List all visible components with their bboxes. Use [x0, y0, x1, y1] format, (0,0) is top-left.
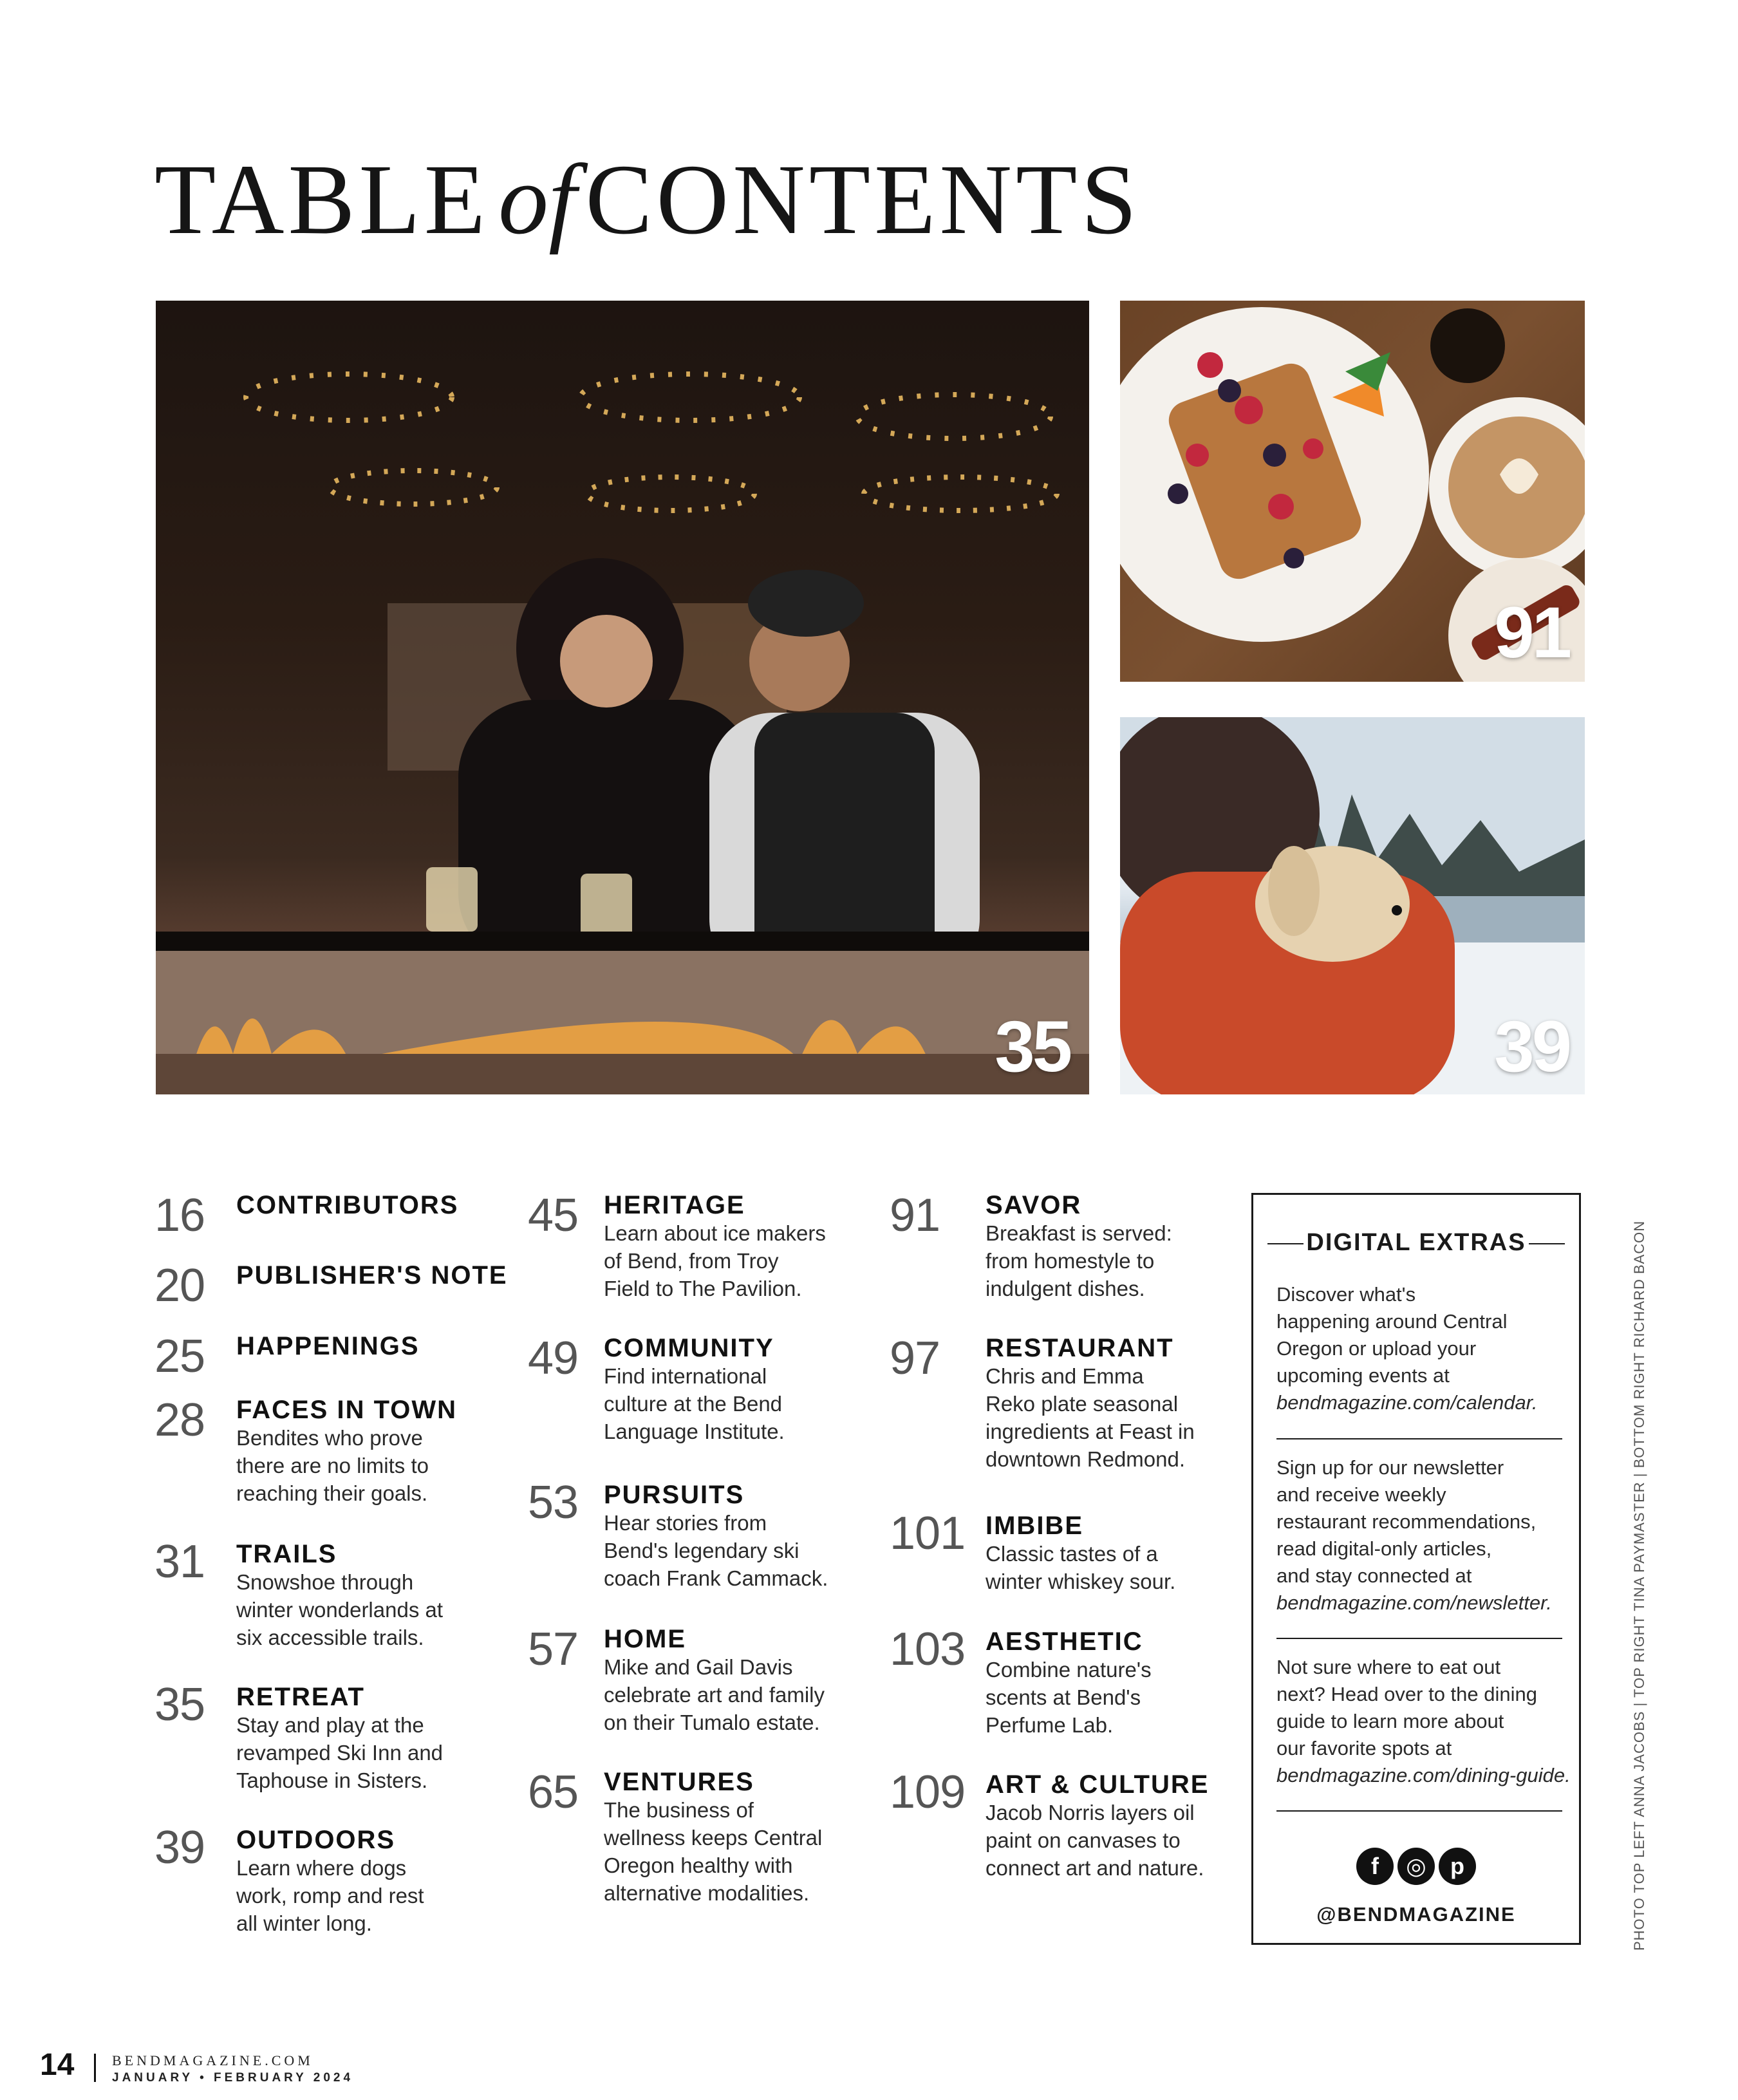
toc-heading: CONTRIBUTORS	[236, 1191, 459, 1219]
toc-page-number: 65	[528, 1767, 579, 1818]
newsletter-link[interactable]: bendmagazine.com/newsletter.	[1276, 1591, 1552, 1614]
footer-issue: JANUARY • FEBRUARY 2024	[112, 2071, 354, 2085]
paragraph-line: happening around Central	[1276, 1310, 1508, 1333]
toc-description-line: ingredients at Feast in	[986, 1420, 1195, 1443]
toc-description-line: Combine nature's	[986, 1658, 1152, 1682]
paragraph-line: Sign up for our newsletter	[1276, 1456, 1504, 1479]
toc-description-line: Taphouse in Sisters.	[236, 1768, 428, 1792]
title-rule-right	[1529, 1243, 1565, 1244]
toc-description-line: Learn about ice makers	[604, 1221, 826, 1245]
toc-description-line: wellness keeps Central	[604, 1826, 823, 1850]
toc-description-line: Bendites who prove	[236, 1426, 423, 1450]
toc-description-line: Bend's legendary ski	[604, 1539, 799, 1562]
toc-description	[986, 1656, 1152, 1739]
footer-site: BENDMAGAZINE.COM	[112, 2052, 313, 2068]
toc-description-line: celebrate art and family	[604, 1683, 825, 1707]
toc-page-number: 20	[154, 1260, 205, 1311]
title-table: TABLE	[154, 144, 490, 255]
paragraph-line: guide to learn more about	[1276, 1710, 1504, 1732]
paragraph-line: Not sure where to eat out	[1276, 1656, 1501, 1678]
toc-heading: OUTDOORS	[236, 1826, 396, 1854]
toc-heading: AESTHETIC	[986, 1627, 1143, 1656]
newsletter-paragraph	[1276, 1454, 1552, 1617]
toc-description-line: Hear stories from	[604, 1511, 767, 1535]
toc-description	[986, 1799, 1204, 1882]
toc-page-number: 57	[528, 1624, 579, 1675]
toc-description	[604, 1509, 828, 1592]
toc-description-line: reaching their goals.	[236, 1481, 428, 1505]
toc-description-line: Reko plate seasonal	[986, 1392, 1179, 1416]
toc-description-line: Stay and play at the	[236, 1713, 424, 1737]
toc-page-number: 101	[890, 1508, 966, 1559]
toc-description-line: indulgent dishes.	[986, 1277, 1145, 1300]
toc-page-number: 53	[528, 1477, 579, 1528]
toc-description-line: Oregon healthy with	[604, 1853, 793, 1877]
pinterest-icon[interactable]: p	[1439, 1848, 1476, 1885]
toc-heading: HERITAGE	[604, 1191, 745, 1219]
digital-extras-title-text: DIGITAL EXTRAS	[1306, 1229, 1526, 1256]
digital-extras-title	[1253, 1230, 1579, 1255]
toc-description-line: culture at the Bend	[604, 1392, 783, 1416]
toc-heading: SAVOR	[986, 1191, 1082, 1219]
toc-page-number: 103	[890, 1624, 966, 1675]
paragraph-line: and stay connected at	[1276, 1564, 1472, 1587]
toc-description-line: The business of	[604, 1798, 754, 1822]
photo-retreat-page-number: 35	[995, 1006, 1070, 1087]
toc-heading: TRAILS	[236, 1540, 337, 1568]
dining-paragraph	[1276, 1654, 1571, 1789]
footer-divider	[94, 2054, 96, 2082]
photo-outdoors	[1120, 717, 1585, 1094]
paragraph-line: upcoming events at	[1276, 1364, 1450, 1387]
toc-description	[236, 1711, 443, 1794]
toc-description	[986, 1540, 1175, 1595]
toc-description	[236, 1568, 443, 1651]
toc-description	[604, 1653, 825, 1736]
toc-page-number: 35	[154, 1679, 205, 1730]
paragraph-line: our favorite spots at	[1276, 1737, 1452, 1759]
toc-heading: FACES IN TOWN	[236, 1396, 458, 1424]
toc-heading: RESTAURANT	[986, 1334, 1174, 1362]
instagram-icon[interactable]: ◎	[1397, 1848, 1435, 1885]
toc-description	[986, 1362, 1195, 1473]
toc-page-number: 28	[154, 1394, 205, 1446]
social-handle[interactable]: @BENDMAGAZINE	[1316, 1903, 1516, 1926]
toc-heading: COMMUNITY	[604, 1334, 774, 1362]
toc-page-number: 97	[890, 1333, 940, 1384]
toc-description	[604, 1219, 826, 1302]
digital-extras-box	[1251, 1193, 1581, 1945]
title-rule-left	[1267, 1243, 1304, 1244]
toc-page-number: 39	[154, 1822, 205, 1873]
social-icons	[1253, 1848, 1579, 1885]
toc-description	[236, 1424, 429, 1507]
toc-description-line: Breakfast is served:	[986, 1221, 1172, 1245]
toc-description-line: Learn where dogs	[236, 1856, 407, 1880]
toc-heading: PUBLISHER'S NOTE	[236, 1261, 508, 1289]
toc-description-line: Find international	[604, 1364, 767, 1388]
toc-page-number: 109	[890, 1767, 966, 1818]
photo-credit: PHOTO TOP LEFT ANNA JACOBS | TOP RIGHT TINA PAYMASTER | BOTTOM RIGHT RICHARD BACON	[1631, 1220, 1647, 1951]
toc-heading: RETREAT	[236, 1683, 365, 1711]
toc-description-line: coach Frank Cammack.	[604, 1566, 828, 1590]
toc-description-line: connect art and nature.	[986, 1856, 1204, 1880]
toc-description-line: all winter long.	[236, 1911, 372, 1935]
toc-description-line: Language Institute.	[604, 1420, 785, 1443]
facebook-icon[interactable]: f	[1356, 1848, 1394, 1885]
photo-savor	[1120, 301, 1585, 682]
toc-description-line: Mike and Gail Davis	[604, 1655, 793, 1679]
title-of: of	[498, 144, 577, 255]
toc-description-line: downtown Redmond.	[986, 1447, 1186, 1471]
toc-heading: PURSUITS	[604, 1481, 745, 1509]
paragraph-line: Discover what's	[1276, 1283, 1416, 1306]
toc-description	[604, 1796, 822, 1907]
toc-description-line: Snowshoe through	[236, 1570, 414, 1594]
toc-description-line: Chris and Emma	[986, 1364, 1144, 1388]
toc-page-number: 45	[528, 1190, 579, 1241]
toc-description-line: there are no limits to	[236, 1454, 429, 1477]
page-number: 14	[40, 2048, 75, 2082]
toc-description-line: work, romp and rest	[236, 1884, 424, 1908]
photo-retreat-art	[156, 301, 1089, 1094]
toc-description-line: Jacob Norris layers oil	[986, 1801, 1195, 1824]
toc-description-line: Field to The Pavilion.	[604, 1277, 802, 1300]
toc-description-line: six accessible trails.	[236, 1626, 424, 1649]
divider	[1276, 1810, 1562, 1812]
divider	[1276, 1638, 1562, 1639]
toc-description-line: paint on canvases to	[986, 1828, 1181, 1852]
dining-guide-link[interactable]: bendmagazine.com/dining-guide.	[1276, 1764, 1571, 1786]
toc-description	[236, 1854, 424, 1937]
toc-heading: VENTURES	[604, 1768, 754, 1796]
calendar-link[interactable]: bendmagazine.com/calendar.	[1276, 1391, 1538, 1414]
toc-description-line: Perfume Lab.	[986, 1713, 1114, 1737]
page-title	[154, 144, 1141, 255]
toc-heading: IMBIBE	[986, 1512, 1083, 1540]
calendar-paragraph	[1276, 1281, 1538, 1416]
toc-page-number: 25	[154, 1331, 205, 1382]
toc-page-number: 49	[528, 1333, 579, 1384]
toc-description-line: of Bend, from Troy	[604, 1249, 779, 1273]
paragraph-line: next? Head over to the dining	[1276, 1683, 1537, 1705]
toc-page-number: 16	[154, 1190, 205, 1241]
toc-description-line: on their Tumalo estate.	[604, 1711, 820, 1734]
photo-retreat	[156, 301, 1089, 1094]
toc-description-line: winter wonderlands at	[236, 1598, 444, 1622]
photo-outdoors-page-number: 39	[1494, 1006, 1569, 1087]
paragraph-line: Oregon or upload your	[1276, 1337, 1477, 1360]
toc-description-line: revamped Ski Inn and	[236, 1741, 444, 1765]
toc-description-line: winter whiskey sour.	[986, 1570, 1176, 1593]
toc-description-line: scents at Bend's	[986, 1685, 1141, 1709]
toc-description-line: from homestyle to	[986, 1249, 1155, 1273]
toc-page-number: 31	[154, 1536, 205, 1588]
title-contents: CONTENTS	[585, 144, 1141, 255]
toc-description	[604, 1362, 785, 1445]
toc-heading: ART & CULTURE	[986, 1770, 1210, 1799]
photo-savor-page-number: 91	[1494, 592, 1569, 673]
toc-description	[986, 1219, 1172, 1302]
paragraph-line: and receive weekly	[1276, 1483, 1446, 1506]
paragraph-line: read digital-only articles,	[1276, 1537, 1492, 1560]
toc-heading: HAPPENINGS	[236, 1332, 420, 1360]
toc-description-line: alternative modalities.	[604, 1881, 810, 1905]
toc-description-line: Classic tastes of a	[986, 1542, 1158, 1566]
toc-heading: HOME	[604, 1625, 686, 1653]
divider	[1276, 1438, 1562, 1439]
paragraph-line: restaurant recommendations,	[1276, 1510, 1537, 1533]
toc-page-number: 91	[890, 1190, 940, 1241]
